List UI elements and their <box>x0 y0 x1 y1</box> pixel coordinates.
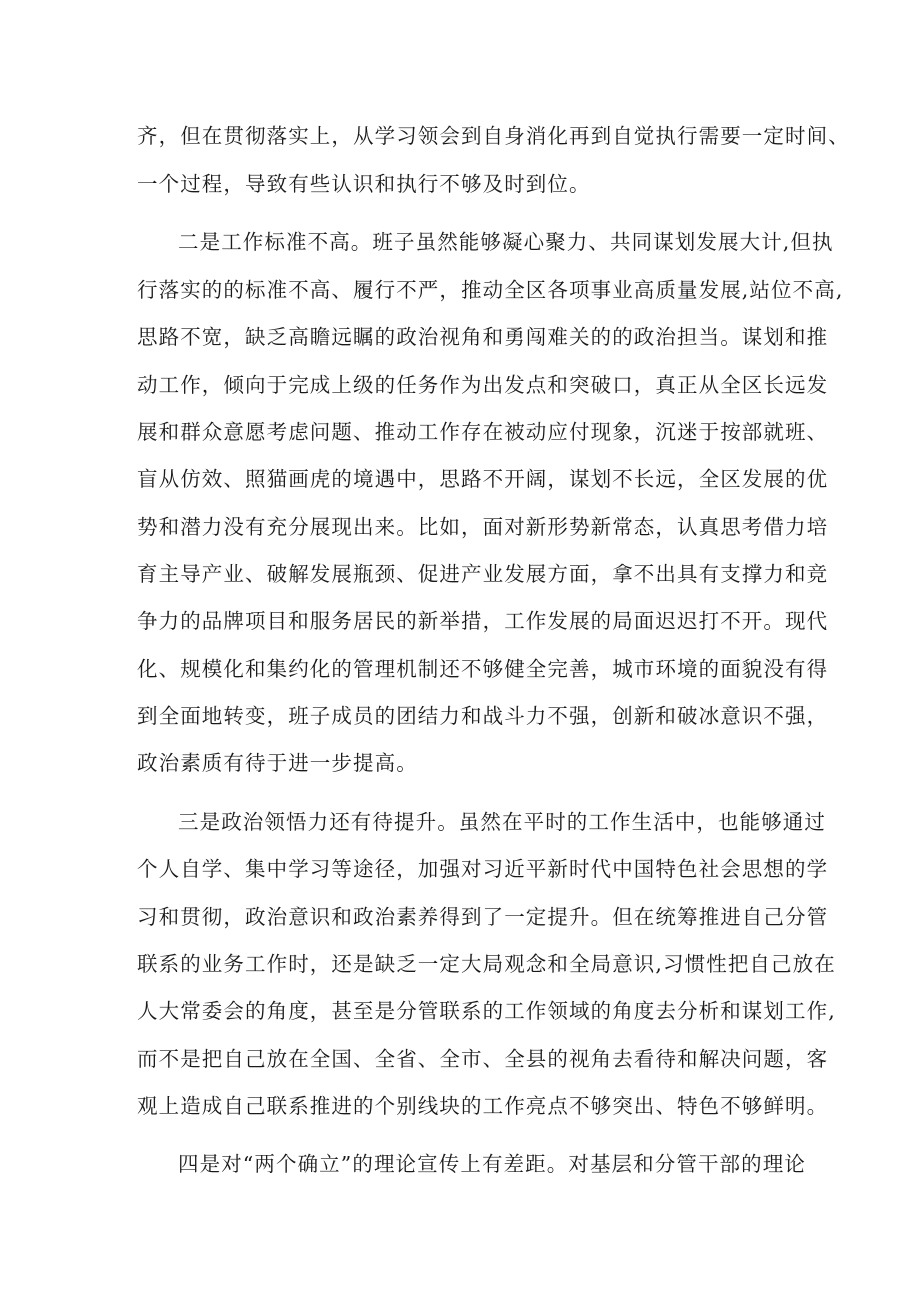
text-line: 行落实的的标准不高、履行不严，推动全区各项事业高质量发展,站位不高, <box>137 278 844 302</box>
text-line: 盲从仿效、照猫画虎的境遇中，思路不开阔，谋划不长远，全区发展的优 <box>137 467 829 491</box>
text-line: 到全面地转变，班子成员的团结力和战斗力不强，创新和破冰意识不强， <box>137 704 829 728</box>
text-line: 个人自学、集中学习等途径，加强对习近平新时代中国特色社会思想的学 <box>137 857 829 881</box>
text-line: 观上造成自己联系推进的个别线块的工作亮点不够突出、特色不够鲜明。 <box>137 1094 829 1118</box>
text-line: 联系的业务工作时，还是缺乏一定大局观念和全局意识,习惯性把自己放在 <box>137 952 836 976</box>
text-line: 化、规模化和集约化的管理机制还不够健全完善，城市环境的面貌没有得 <box>137 657 829 681</box>
text-line: 习和贯彻，政治意识和政治素养得到了一定提升。但在统筹推进自己分管 <box>137 905 829 929</box>
paragraph-start-line: 二是工作标准不高。班子虽然能够凝心聚力、共同谋划发展大计,但执 <box>178 230 834 254</box>
text-line: 争力的品牌项目和服务居民的新举措，工作发展的局面迟迟打不开。现代 <box>137 609 829 633</box>
paragraph-start-line: 四是对“两个确立”的理论宣传上有差距。对基层和分管干部的理论 <box>178 1152 806 1176</box>
text-line: 而不是把自己放在全国、全省、全市、全县的视角去看待和解决问题，客 <box>137 1047 829 1071</box>
text-line: 齐，但在贯彻落实上，从学习领会到自身消化再到自觉执行需要一定时间、 <box>137 124 850 148</box>
text-line: 展和群众意愿考虑问题、推动工作存在被动应付现象，沉迷于按部就班、 <box>137 420 829 444</box>
text-line: 思路不宽，缺乏高瞻远瞩的政治视角和勇闯难关的的政治担当。谋划和推 <box>137 325 829 349</box>
text-line: 势和潜力没有充分展现出来。比如，面对新形势新常态，认真思考借力培 <box>137 515 829 539</box>
text-line: 一个过程，导致有些认识和执行不够及时到位。 <box>137 172 591 196</box>
text-line: 人大常委会的角度，甚至是分管联系的工作领域的角度去分析和谋划工作, <box>137 999 836 1023</box>
text-line: 育主导产业、破解发展瓶颈、促进产业发展方面，拿不出具有支撑力和竞 <box>137 562 829 586</box>
text-line: 政治素质有待于进一步提高。 <box>137 751 418 775</box>
paragraph-start-line: 三是政治领悟力还有待提升。虽然在平时的工作生活中，也能够通过 <box>178 810 826 834</box>
text-line: 动工作，倾向于完成上级的任务作为出发点和突破口，真正从全区长远发 <box>137 373 829 397</box>
